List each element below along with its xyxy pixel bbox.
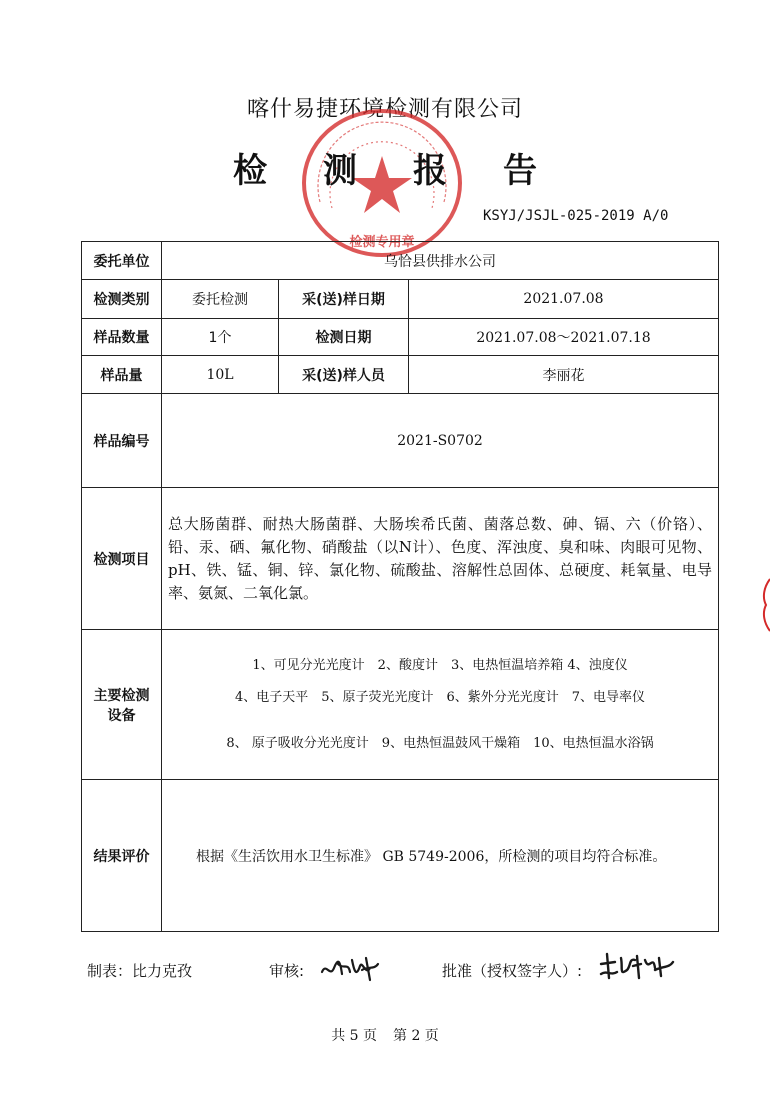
equipment-label [82,630,162,780]
reviewed-by-label: 审核: [269,962,305,980]
equipment-line: 8、 原子吸收分光光度计 9、电热恒温鼓风干燥箱 10、电热恒温水浴锅 [226,735,654,751]
sampler-value: 李丽花 [409,356,719,394]
prepared-by: 制表：比力克孜 [87,962,193,980]
approved-by-label: 批准（授权签字人）: [442,962,583,980]
edge-seal-fragment-icon [760,575,770,635]
client-label: 委托单位 [82,242,162,280]
company-name: 喀什易捷环境检测有限公司 [246,97,523,122]
title-char: 检 [233,151,267,191]
approver-signature-icon [597,950,677,984]
equipment-line: 1、可见分光光度计 2、酸度计 3、电热恒温培养箱 4、浊度仪 [252,657,628,673]
equipment-label-line: 主要检测 [93,687,150,704]
report-title [0,143,770,192]
reviewer-signature-icon [318,952,382,986]
result-value: 根据《生活饮用水卫生标准》 GB 5749-2006，所检测的项目均符合标准。 [162,780,719,932]
sampling-date-value: 2021.07.08 [409,280,719,319]
items-label: 检测项目 [82,488,162,630]
client-value: 乌恰县供排水公司 [162,242,719,280]
equipment-line: 4、电子天平 5、原子荧光光度计 6、紫外分光光度计 7、电导率仪 [234,689,646,705]
test-date-label: 检测日期 [279,319,409,356]
title-char: 告 [503,151,537,191]
equipment-label-line: 设备 [107,707,136,724]
equipment-list [162,630,719,780]
sample-count-label: 样品数量 [82,319,162,356]
sample-amount-value: 10L [162,356,279,394]
test-type-label: 检测类别 [82,280,162,319]
document-code: KSYJ/JSJL-025-2019 A/0 [483,208,669,224]
test-date-value: 2021.07.08～2021.07.18 [409,319,719,356]
sampling-date-label: 采(送)样日期 [279,280,409,319]
items-value: 总大肠菌群、耐热大肠菌群、大肠埃希氏菌、菌落总数、砷、镉、六（价铬）、铅、汞、硒、氟化物、硝酸盐（以N计）、色度、浑浊度、臭和味、肉眼可见物、pH、铁、锰、铜、锌、氯化物、硫酸盐、溶解性总固体、总硬度、耗氧量、电导率、氨氮、二氧化氯。 [162,488,719,630]
sample-count-value: 1个 [162,319,279,356]
result-label: 结果评价 [82,780,162,932]
current-page: 第 2 页 [393,1028,439,1044]
report-table [81,241,719,932]
seal-center-text: 检测专用章 [349,235,415,250]
pagination [0,1025,770,1045]
sample-no-label: 样品编号 [82,394,162,488]
sample-amount-label: 样品量 [82,356,162,394]
title-char: 报 [413,151,447,191]
test-type-value: 委托检测 [162,280,279,319]
total-pages: 共 5 页 [331,1028,377,1044]
sample-no-value: 2021-S0702 [162,394,719,488]
sampler-label: 采(送)样人员 [279,356,409,394]
title-char: 测 [323,151,357,191]
